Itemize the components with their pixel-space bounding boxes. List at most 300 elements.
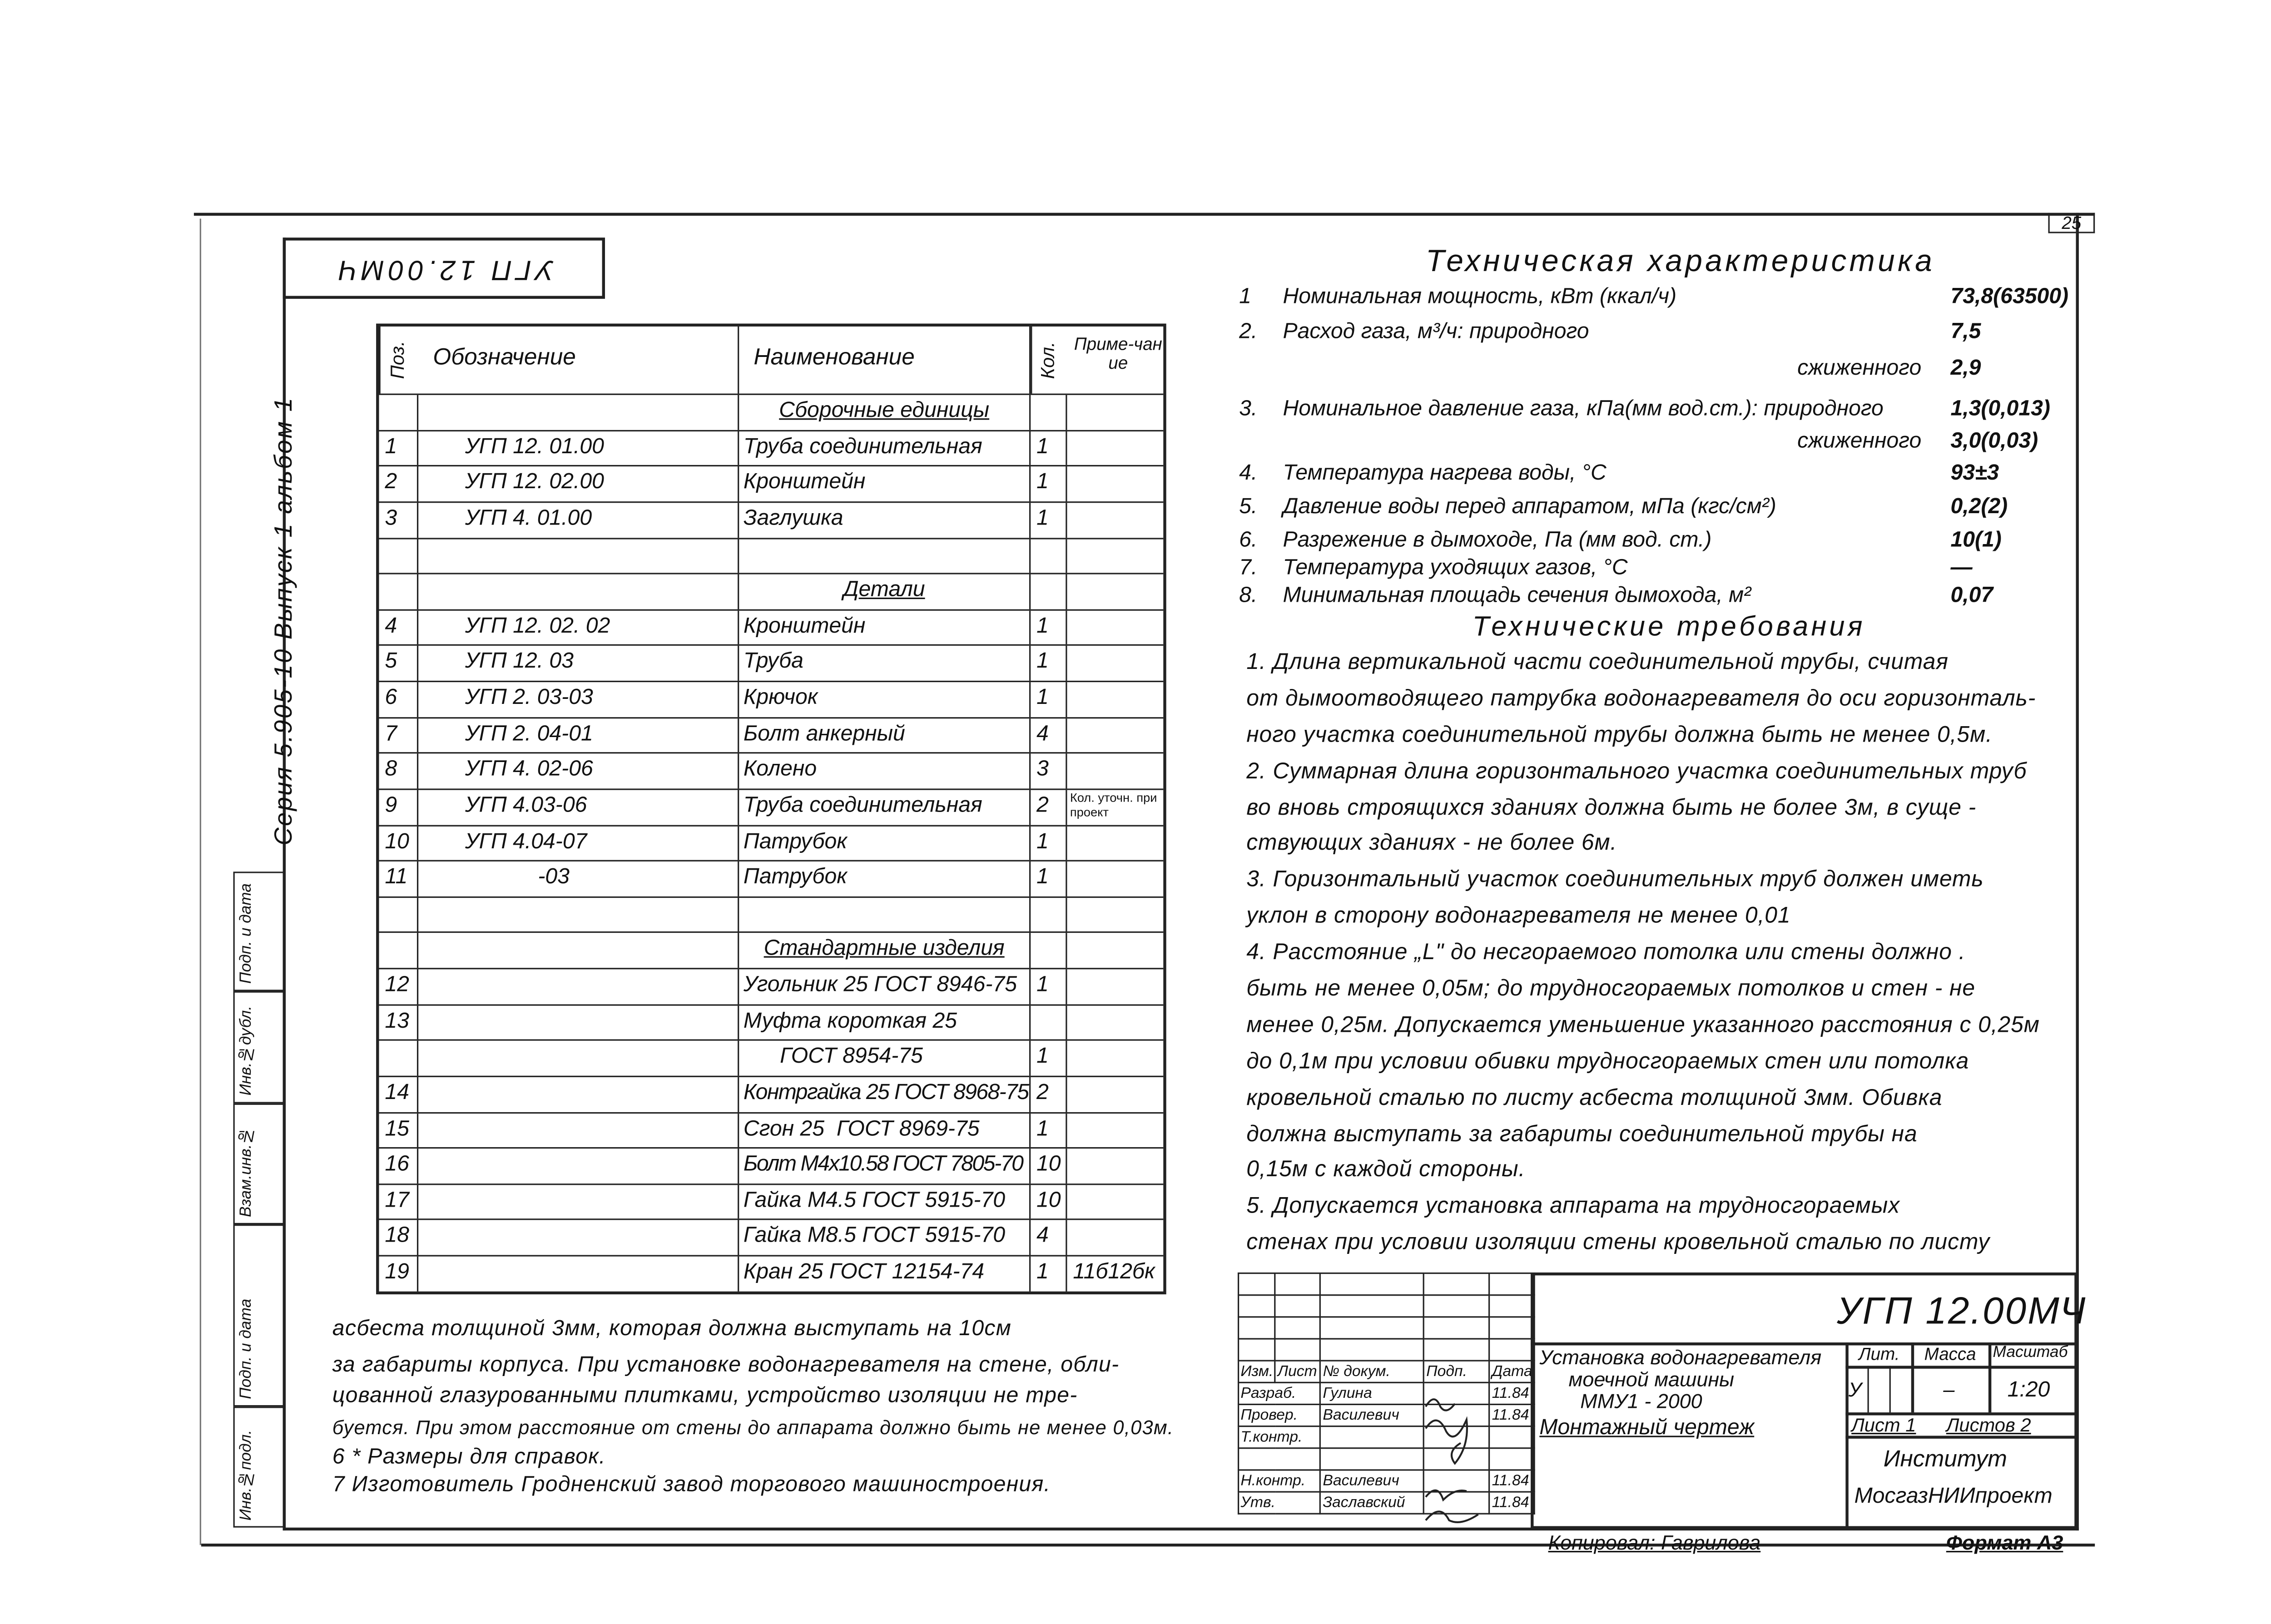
tc-value: 3,0(0,03) [1950, 428, 2038, 454]
tb-name: Заславский [1321, 1492, 1424, 1514]
tb-cell [1239, 1295, 1275, 1317]
tb-empty-row [1239, 1295, 1535, 1317]
cell-designation [418, 1185, 739, 1219]
tb-name [1321, 1448, 1424, 1470]
cell-qty: 4 [1031, 718, 1067, 753]
cell-designation: -03 [418, 862, 739, 896]
cell-name: Болт анкерный [739, 718, 1031, 753]
cell-designation [418, 1041, 739, 1075]
header-pos: Поз. [379, 327, 418, 394]
cell-note [1067, 1077, 1163, 1111]
tc-number: 4. [1239, 460, 1258, 485]
cell-note [1067, 395, 1163, 430]
cell-pos: 18 [379, 1221, 418, 1255]
cell-pos [379, 395, 418, 430]
table-row [379, 465, 1163, 501]
table-row [379, 609, 1163, 645]
cell-note [1067, 539, 1163, 573]
copied-by: Копировал: Гаврилова [1548, 1530, 1761, 1554]
tc-text: Температура нагрева воды, °С [1283, 460, 1607, 485]
tc-number: 8. [1239, 583, 1258, 608]
cell-pos [379, 933, 418, 968]
tb-date [1490, 1448, 1535, 1470]
table-row [379, 753, 1163, 788]
tb-cell [1424, 1339, 1489, 1361]
tb-cell [1275, 1273, 1320, 1295]
cell-pos: 1 [379, 431, 418, 465]
cell-pos: 15 [379, 1113, 418, 1148]
mass-label: Масса [1924, 1344, 1976, 1365]
tb-role: Т.контр. [1239, 1426, 1321, 1448]
cell-name: Крючок [739, 682, 1031, 717]
table-row [379, 1147, 1163, 1183]
table-row [379, 537, 1163, 573]
tb-header-sign: Подп. [1424, 1361, 1489, 1382]
cell-designation [418, 1257, 739, 1291]
cell-note [1067, 1149, 1163, 1183]
cell-designation [418, 574, 739, 609]
table-row [379, 573, 1163, 609]
tb-cell [1321, 1339, 1424, 1361]
tb-empty-row [1239, 1273, 1535, 1295]
table-row [379, 1004, 1163, 1040]
cell-qty [1031, 395, 1067, 430]
tb-empty-row [1239, 1317, 1535, 1339]
cell-name: Колено [739, 754, 1031, 788]
cell-note [1067, 718, 1163, 753]
cell-qty: 1 [1031, 467, 1067, 501]
table-row [379, 645, 1163, 681]
table-row [379, 1040, 1163, 1075]
cell-name: Кронштейн [739, 467, 1031, 501]
tb-role [1239, 1448, 1321, 1470]
lit-col [1911, 1342, 1914, 1412]
cell-name: Труба соединительная [739, 790, 1031, 824]
tb-cell [1424, 1273, 1489, 1295]
org-line-1: Институт [1883, 1447, 2007, 1472]
cell-pos: 16 [379, 1149, 418, 1183]
tb-person-row [1239, 1382, 1535, 1404]
tc-value: 0,07 [1950, 583, 1993, 608]
tb-cell [1239, 1317, 1275, 1339]
tc-number: 7. [1239, 555, 1258, 580]
note-line: буется. При этом расстояние от стены до аппарата должно быть не менее 0,03м. [332, 1416, 1174, 1439]
frame-bottom [201, 1544, 2095, 1546]
section-heading: Сборочные единицы [739, 395, 1031, 430]
cell-name: Патрубок [739, 862, 1031, 896]
stamp-inv-podl [233, 1406, 284, 1527]
lit-subcol [1889, 1366, 1891, 1412]
table-header [379, 327, 1163, 394]
tc-value: 2,9 [1950, 356, 1981, 381]
cell-note [1067, 862, 1163, 896]
cell-pos: 12 [379, 969, 418, 1004]
cell-designation [418, 1221, 739, 1255]
cell-designation: УГП 12. 01.00 [418, 431, 739, 465]
tb-name [1321, 1426, 1424, 1448]
cell-designation [418, 1113, 739, 1148]
cell-name: Контргайка 25 ГОСТ 8968-75 [739, 1077, 1031, 1111]
cell-qty [1031, 933, 1067, 968]
requirement-line: 1. Длина вертикальной части соединительной трубы, считая [1246, 650, 1949, 675]
cell-name: Сгон 25 ГОСТ 8969-75 [739, 1113, 1031, 1148]
lit-value: У [1848, 1377, 1862, 1401]
cell-name: ГОСТ 8954-75 [739, 1041, 1031, 1075]
table-row [379, 1183, 1163, 1219]
cell-pos: 10 [379, 826, 418, 860]
stamp-podp-data [233, 1224, 284, 1406]
cell-qty [1031, 897, 1067, 932]
cell-qty: 2 [1031, 790, 1067, 824]
tc-number: 1 [1239, 284, 1251, 309]
tc-value: 93±3 [1950, 460, 1999, 485]
tb-date: 11.84 [1490, 1382, 1535, 1404]
section-heading: Детали [739, 574, 1031, 609]
cell-pos [379, 539, 418, 573]
tc-value: — [1950, 555, 1973, 580]
tb-person-row [1239, 1470, 1535, 1492]
tc-value: 73,8(63500) [1950, 284, 2069, 309]
cell-designation [418, 897, 739, 932]
tc-number: 6. [1239, 527, 1258, 553]
drawing-title [1539, 1347, 1821, 1439]
table-row [379, 1111, 1163, 1147]
org-line-2: МосгазНИИпроект [1854, 1484, 2053, 1509]
cell-designation [418, 1149, 739, 1183]
cell-name: Угольник 25 ГОСТ 8946-75 [739, 969, 1031, 1004]
cell-qty: 10 [1031, 1185, 1067, 1219]
cell-designation: УГП 12. 03 [418, 646, 739, 681]
tb-name: Василевич [1321, 1470, 1424, 1492]
tb-cell [1321, 1295, 1424, 1317]
mass-value: – [1943, 1377, 1955, 1401]
cell-designation [418, 1077, 739, 1111]
cell-pos: 19 [379, 1257, 418, 1291]
header-note: Приме-чание [1074, 333, 1162, 373]
cell-designation [418, 969, 739, 1004]
cell-pos: 14 [379, 1077, 418, 1111]
tb-role: Н.контр. [1239, 1470, 1321, 1492]
tc-value: 1,3(0,013) [1950, 396, 2050, 421]
requirement-line: 5. Допускается установка аппарата на трудносгораемых [1246, 1194, 1900, 1219]
requirement-line: 4. Расстояние „L" до несгораемого потолка или стены должно . [1246, 940, 1966, 965]
stamp-inv-dubl [233, 991, 284, 1104]
cell-qty: 1 [1031, 862, 1067, 896]
cell-designation [418, 395, 739, 430]
cell-qty: 1 [1031, 826, 1067, 860]
tc-number: 3. [1239, 396, 1258, 421]
cell-pos: 6 [379, 682, 418, 717]
cell-note [1067, 897, 1163, 932]
cell-designation: УГП 2. 04-01 [418, 718, 739, 753]
stamp-label: Подп. и дата [238, 883, 255, 984]
series-text: Серия 5.905-10 Выпуск 1 альбом 1 [269, 396, 298, 846]
cell-note [1067, 1005, 1163, 1040]
sheets-label: Листов 2 [1946, 1414, 2031, 1436]
requirement-line: от дымоотводящего патрубка водонагревателя до оси горизонталь- [1246, 686, 2036, 711]
tech-characteristics-title: Техническая характеристика [1425, 245, 1935, 279]
cell-qty: 1 [1031, 431, 1067, 465]
cell-qty: 1 [1031, 646, 1067, 681]
cell-pos: 7 [379, 718, 418, 753]
title-line: моечной машины [1568, 1367, 1735, 1391]
cell-name [739, 539, 1031, 573]
title-line: Установка водонагревателя [1539, 1345, 1822, 1369]
cell-name: Труба соединительная [739, 431, 1031, 465]
cell-pos [379, 574, 418, 609]
cell-note [1067, 1113, 1163, 1148]
table-body [379, 394, 1163, 1291]
sheet-number: 25 [2048, 213, 2095, 233]
cell-qty: 3 [1031, 754, 1067, 788]
table-row [379, 501, 1163, 537]
table-row [379, 681, 1163, 717]
tc-value: 0,2(2) [1950, 494, 2008, 519]
tb-cell [1490, 1273, 1535, 1295]
tb-person-row [1239, 1492, 1535, 1514]
stamp-label: Инв.№дубл. [238, 1006, 255, 1096]
stamp-label: Взам.инв.№ [238, 1126, 255, 1218]
requirement-line: до 0,1м при условии обивки трудносгораемых стен или потолка [1246, 1049, 1969, 1074]
scale-label: Масштаб [1993, 1344, 2068, 1362]
tc-text: сжиженного [1797, 428, 1922, 454]
tb-cell [1490, 1295, 1535, 1317]
tb-person-row [1239, 1404, 1535, 1426]
note-line: асбеста толщиной 3мм, которая должна выступать на 10см [332, 1316, 1012, 1341]
notes-text [332, 1316, 1174, 1497]
cell-note [1067, 1041, 1163, 1075]
tc-text: сжиженного [1797, 356, 1922, 381]
tb-date: 11.84 [1490, 1404, 1535, 1426]
specification-table [376, 324, 1166, 1294]
tc-text: Разрежение в дымоходе, Па (мм вод. ст.) [1283, 527, 1712, 553]
stamp-label: Инв.№подл. [238, 1429, 255, 1520]
cell-pos: 3 [379, 503, 418, 537]
cell-name: Кран 25 ГОСТ 12154-74 [739, 1257, 1031, 1291]
table-row [379, 968, 1163, 1004]
cell-qty: 1 [1031, 1113, 1067, 1148]
cell-qty [1031, 539, 1067, 573]
tech-requirements-text [1246, 646, 2077, 1263]
requirement-line: менее 0,25м. Допускается уменьшение указанного расстояния с 0,25м [1246, 1013, 2040, 1038]
tb-date: 11.84 [1490, 1470, 1535, 1492]
cell-note [1067, 503, 1163, 537]
tb-header-date: Дата [1490, 1361, 1535, 1382]
cell-designation: УГП 4.03-06 [418, 790, 739, 824]
cell-qty: 1 [1031, 1041, 1067, 1075]
cell-note [1067, 682, 1163, 717]
cell-name: Заглушка [739, 503, 1031, 537]
frame-outer-left [200, 218, 201, 1545]
tb-role: Утв. [1239, 1492, 1321, 1514]
cell-pos: 2 [379, 467, 418, 501]
drawing-code: УГП 12.00МЧ [1837, 1288, 2087, 1332]
note-line: 6 * Размеры для справок. [332, 1444, 606, 1470]
table-row [379, 788, 1163, 824]
tb-cell [1321, 1317, 1424, 1339]
frame-top [194, 213, 2095, 216]
header-qty: Кол. [1031, 327, 1067, 394]
table-row [379, 394, 1163, 430]
stamp-podp-data-2 [233, 871, 284, 991]
tb-person-row [1239, 1448, 1535, 1470]
section-heading: Стандартные изделия [739, 933, 1031, 968]
cell-note [1067, 646, 1163, 681]
tb-name: Василевич [1321, 1404, 1424, 1426]
tc-value: 10(1) [1950, 527, 2002, 553]
title-line: ММУ1 - 2000 [1580, 1389, 1702, 1413]
cell-name: Патрубок [739, 826, 1031, 860]
cell-qty: 4 [1031, 1221, 1067, 1255]
requirement-line: ствующих зданиях - не более 6м. [1246, 831, 1617, 857]
cell-name: Болт М4х10.58 ГОСТ 7805-70 [739, 1149, 1031, 1183]
cell-name: Гайка М4.5 ГОСТ 5915-70 [739, 1185, 1031, 1219]
title-block-signatures [1238, 1272, 1536, 1515]
cell-pos: 9 [379, 790, 418, 824]
note-line: за габариты корпуса. При установке водонагревателя на стене, обли- [332, 1352, 1120, 1378]
tc-text: Температура уходящих газов, °С [1283, 555, 1628, 580]
cell-pos: 8 [379, 754, 418, 788]
requirement-line: стенах при условии изоляции стены кровельной сталью по листу [1246, 1230, 1990, 1256]
tb-header-doc: № докум. [1321, 1361, 1424, 1382]
tb-date: 11.84 [1490, 1492, 1535, 1514]
sheet-label: Лист 1 [1851, 1414, 1916, 1436]
header-designation: Обозначение [418, 327, 739, 394]
cell-designation: УГП 4. 01.00 [418, 503, 739, 537]
cell-designation: УГП 12. 02. 02 [418, 610, 739, 645]
tb-date [1490, 1426, 1535, 1448]
cell-pos [379, 1041, 418, 1075]
table-row [379, 717, 1163, 753]
requirement-line: должна выступать за габариты соединительной трубы на [1246, 1122, 1918, 1147]
lit-header-line [1845, 1366, 2077, 1368]
tb-cell [1424, 1317, 1489, 1339]
cell-note [1067, 826, 1163, 860]
cell-note [1067, 1185, 1163, 1219]
cell-name: Муфта короткая 25 [739, 1005, 1031, 1040]
stamp-label: Подп. и дата [238, 1299, 255, 1400]
requirement-line: 0,15м с каждой стороны. [1246, 1158, 1526, 1183]
cell-designation: УГП 4. 02-06 [418, 754, 739, 788]
top-code-box [283, 238, 605, 299]
tc-text: Номинальное давление газа, кПа(мм вод.ст.): природного [1283, 396, 1884, 421]
scale-value: 1:20 [2007, 1377, 2050, 1402]
tc-text: Минимальная площадь сечения дымохода, м² [1283, 583, 1751, 608]
tb-header-row [1239, 1361, 1535, 1382]
cell-designation: УГП 4.04-07 [418, 826, 739, 860]
table-row [379, 1219, 1163, 1255]
cell-note [1067, 754, 1163, 788]
requirement-line: 2. Суммарная длина горизонтального участка соединительных труб [1246, 759, 2027, 784]
tb-cell [1490, 1317, 1535, 1339]
tb-cell [1321, 1273, 1424, 1295]
cell-pos: 4 [379, 610, 418, 645]
tb-cell [1275, 1339, 1320, 1361]
tb-empty-row [1239, 1339, 1535, 1361]
cell-qty [1031, 1005, 1067, 1040]
tc-number: 2. [1239, 319, 1258, 344]
cell-name [739, 897, 1031, 932]
requirement-line: ного участка соединительной трубы должна быть не менее 0,5м. [1246, 723, 1993, 748]
header-name: Наименование [739, 327, 1031, 394]
cell-note [1067, 1221, 1163, 1255]
cell-note [1067, 467, 1163, 501]
tb-cell [1424, 1295, 1489, 1317]
requirement-line: 3. Горизонтальный участок соединительных труб должен иметь [1246, 867, 1984, 893]
cell-name: Труба [739, 646, 1031, 681]
cell-name: Кронштейн [739, 610, 1031, 645]
cell-pos: 5 [379, 646, 418, 681]
cell-designation: УГП 12. 02.00 [418, 467, 739, 501]
table-row [379, 932, 1163, 968]
note-line: 7 Изготовитель Гродненский завод торгового машиностроения. [332, 1472, 1051, 1497]
cell-pos [379, 897, 418, 932]
cell-designation: УГП 2. 03-03 [418, 682, 739, 717]
cell-pos: 17 [379, 1185, 418, 1219]
tb-header-list: Лист [1275, 1361, 1320, 1382]
table-row [379, 824, 1163, 860]
tb-cell [1239, 1339, 1275, 1361]
cell-qty: 1 [1031, 969, 1067, 1004]
mass-col [1988, 1342, 1991, 1412]
tb-cell [1275, 1317, 1320, 1339]
cell-name: Гайка М8.5 ГОСТ 5915-70 [739, 1221, 1031, 1255]
tb-person-row [1239, 1426, 1535, 1448]
top-code-text: УГП 12.00МЧ [334, 253, 554, 284]
cell-note [1067, 574, 1163, 609]
cell-qty: 1 [1031, 1257, 1067, 1291]
cell-designation [418, 933, 739, 968]
cell-qty: 2 [1031, 1077, 1067, 1111]
cell-note: 11б12бк [1073, 1259, 1155, 1284]
tc-number: 5. [1239, 494, 1258, 519]
lit-label: Лит. [1859, 1344, 1900, 1365]
tb-cell [1275, 1295, 1320, 1317]
requirement-line: во вновь строящихся зданиях должна быть не более 3м, в суще - [1246, 795, 1977, 820]
table-row [379, 860, 1163, 896]
tb-name: Гулина [1321, 1382, 1424, 1404]
tech-requirements-title: Технические требования [1472, 612, 1865, 643]
tb-header-izm: Изм. [1239, 1361, 1275, 1382]
cell-note [1067, 610, 1163, 645]
stamp-vzam-inv [233, 1104, 284, 1224]
cell-note [1067, 969, 1163, 1004]
table-row [379, 1075, 1163, 1111]
cell-qty: 10 [1031, 1149, 1067, 1183]
cell-designation [418, 1005, 739, 1040]
tb-cell [1490, 1339, 1535, 1361]
table-row [379, 896, 1163, 932]
tc-value: 7,5 [1950, 319, 1981, 344]
lit-subcol [1867, 1366, 1869, 1412]
tb-role: Разраб. [1239, 1382, 1321, 1404]
requirement-line: кровельной сталью по листу асбеста толщиной 3мм. Обивка [1246, 1085, 1943, 1110]
tc-text: Расход газа, м³/ч: природного [1283, 319, 1589, 344]
format-label: Формат А3 [1946, 1530, 2063, 1554]
note-line: цованной глазурованными плитками, устройство изоляции не тре- [332, 1383, 1078, 1408]
cell-note [1067, 933, 1163, 968]
tb-role: Провер. [1239, 1404, 1321, 1426]
tb-cell [1239, 1273, 1275, 1295]
cell-note: Кол. уточн. при проект [1070, 790, 1157, 819]
tc-text: Номинальная мощность, кВт (ккал/ч) [1283, 284, 1677, 309]
cell-qty: 1 [1031, 682, 1067, 717]
cell-pos: 11 [379, 862, 418, 896]
cell-qty: 1 [1031, 610, 1067, 645]
cell-pos: 13 [379, 1005, 418, 1040]
cell-note [1067, 431, 1163, 465]
signatures-icon [1420, 1389, 1485, 1528]
